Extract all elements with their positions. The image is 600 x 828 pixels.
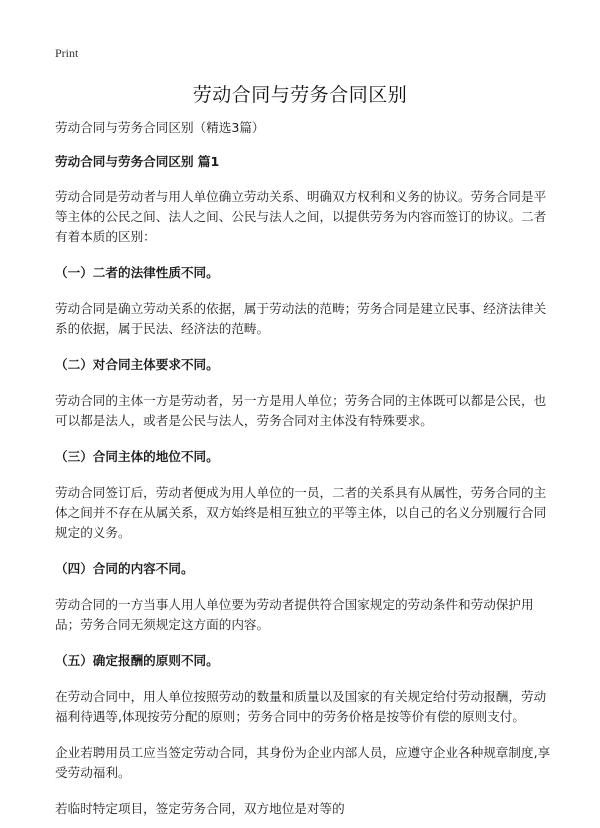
article-heading: 劳动合同与劳务合同区别 篇1	[55, 154, 220, 169]
section-body-3: 劳动合同签订后，劳动者便成为用人单位的一员，二者的关系具有从属性，劳务合同的主体之间并不存在从属关系，双方始终是相互独立的平等主体，以自己的名义分别履行合同规定的义务。	[55, 485, 547, 540]
section-heading-2: （二）对合同主体要求不同。	[55, 357, 219, 372]
section-heading-4: （四）合同的内容不同。	[55, 561, 194, 576]
section-body-1: 劳动合同是确立劳动关系的依据，属于劳动法的范畴；劳务合同是建立民事、经济法律关系的依据，属于民法、经济法的范畴。	[55, 301, 547, 336]
section-body-4: 劳动合同的一方当事人用人单位要为劳动者提供符合国家规定的劳动条件和劳动保护用品；劳务合同无须规定这方面的内容。	[55, 597, 534, 632]
section-heading-3: （三）合同主体的地位不同。	[55, 449, 219, 464]
intro-paragraph: 劳动合同是劳动者与用人单位确立劳动关系、明确双方权利和义务的协议。劳务合同是平等主体的公民之间、法人之间、公民与法人之间，以提供劳务为内容而签订的协议。二者有着本质的区别：	[55, 189, 547, 244]
section-heading-1: （一）二者的法律性质不同。	[55, 265, 219, 280]
document-body	[55, 118, 555, 819]
print-label: Print	[55, 46, 79, 60]
section-body-2: 劳动合同的主体一方是劳动者，另一方是用人单位；劳务合同的主体既可以都是公民，也可以都是法人，或者是公民与法人，劳务合同对主体没有特殊要求。	[55, 393, 547, 428]
closing-paragraph-1: 企业若聘用员工应当签定劳动合同，其身份为企业内部人员，应遵守企业各种规章制度,享受劳动福利。	[55, 745, 551, 780]
document-title: 劳动合同与劳务合同区别	[192, 84, 408, 106]
section-heading-5: （五）确定报酬的原则不同。	[55, 653, 219, 668]
closing-paragraph-2: 若临时特定项目，签定劳务合同，双方地位是对等的	[55, 801, 345, 816]
document-subtitle: 劳动合同与劳务合同区别（精选3篇）	[55, 120, 265, 135]
section-body-5: 在劳动合同中，用人单位按照劳动的数量和质量以及国家的有关规定给付劳动报酬，劳动福利待遇等,体现按劳分配的原则；劳务合同中的劳务价格是按等价有偿的原则支付。	[55, 689, 547, 724]
